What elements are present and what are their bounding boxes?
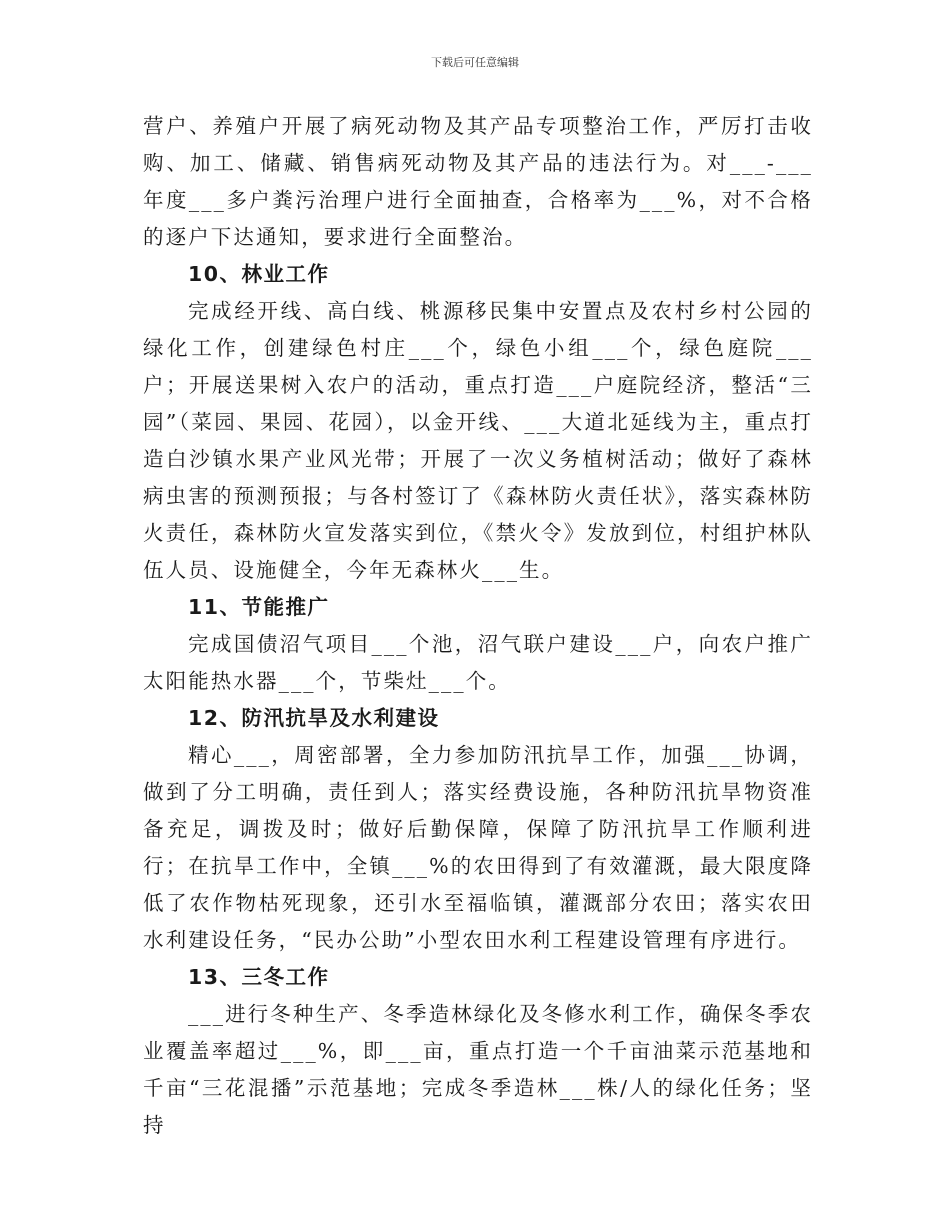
section-heading-winter: 13、三冬工作 xyxy=(188,965,330,989)
flood-paragraph: 精心___，周密部署，全力参加防汛抗旱工作，加强___协调，做到了分工明确，责任到人；落实经费设施，各种防汛抗旱物资准备充足，调拨及时；做好后勤保障，保障了防汛抗旱工作顺利进行；在抗旱工作中，全镇___%的农田得到了有效灌溉，最大限度降低了农作物枯死现象，还引水至福临镇，灌溉部分农田；落实农田水利建设任务，“民办公助”小型农田水利工程建设管理有序进行。 xyxy=(143,743,813,952)
forestry-paragraph: 完成经开线、高白线、桃源移民集中安置点及农村乡村公园的绿化工作，创建绿色村庄___个，绿色小组___个，绿色庭院___户；开展送果树入农户的活动，重点打造___户庭院经济，整活“三园”（菜园、果园、花园），以金开线、___大道北延线为主，重点打造白沙镇水果产业风光带；开展了一次义务植树活动；做好了森林病虫害的预测预报；与各村签订了《森林防火责任状》，落实森林防火责任，森林防火宣发落实到位，《禁火令》发放到位，村组护林队伍人员、设施健全，今年无森林火___生。 xyxy=(143,299,813,582)
energy-paragraph: 完成国债沼气项目___个池，沼气联户建设___户，向农户推广太阳能热水器___个，节柴灶___个。 xyxy=(143,632,813,693)
section-heading-forestry: 10、林业工作 xyxy=(188,262,330,286)
section-heading-flood: 12、防汛抗旱及水利建设 xyxy=(188,706,440,730)
winter-paragraph: ___进行冬种生产、冬季造林绿化及冬修水利工作，确保冬季农业覆盖率超过___%，即___亩，重点打造一个千亩油菜示范基地和千亩“三花混播”示范基地；完成冬季造林___株/人的绿化任务；坚持 xyxy=(143,1002,813,1137)
intro-paragraph: 营户、养殖户开展了病死动物及其产品专项整治工作，严厉打击收购、加工、储藏、销售病死动物及其产品的违法行为。对___-___年度___多户粪污治理户进行全面抽查，合格率为___%，对不合格的逐户下达通知，要求进行全面整治。 xyxy=(143,114,813,249)
section-heading-energy: 11、节能推广 xyxy=(188,595,330,619)
header-note: 下载后可任意编辑 xyxy=(431,56,519,69)
document-body xyxy=(143,108,813,1144)
